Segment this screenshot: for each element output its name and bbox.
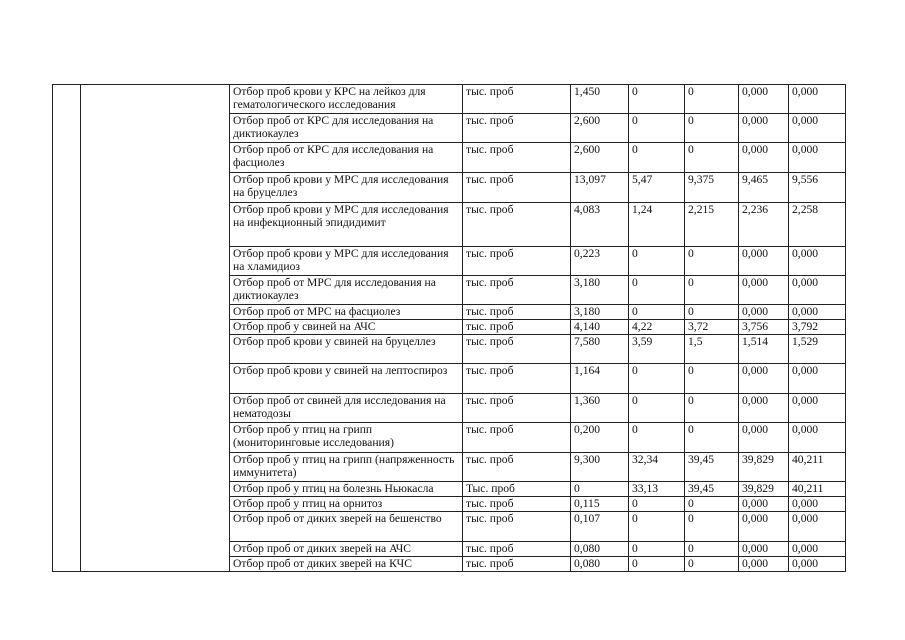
value-cell-4: 0,000 [739, 143, 789, 173]
value-cell-3: 39,45 [685, 453, 739, 482]
value-cell-5: 40,211 [789, 482, 846, 497]
value-cell-5: 0,000 [789, 305, 846, 320]
value-cell-4: 0,000 [739, 557, 789, 572]
value-cell-3: 2,215 [685, 203, 739, 247]
plan-value-cell: 0,200 [571, 423, 629, 453]
value-cell-3: 1,5 [685, 335, 739, 364]
value-cell-5: 9,556 [789, 173, 846, 203]
value-cell-3: 0 [685, 276, 739, 305]
unit-cell: тыс. проб [463, 512, 571, 542]
plan-value-cell: 4,140 [571, 320, 629, 335]
value-cell-2: 4,22 [629, 320, 685, 335]
name-cell: Отбор проб крови у КРС на лейкоз для гематологического исследования [230, 85, 463, 114]
name-cell: Отбор проб у птиц на грипп (мониторинговые исследования) [230, 423, 463, 453]
name-cell: Отбор проб у птиц на орнитоз [230, 497, 463, 512]
plan-value-cell: 0,080 [571, 557, 629, 572]
unit-cell: тыс. проб [463, 423, 571, 453]
value-cell-2: 0 [629, 85, 685, 114]
value-cell-2: 0 [629, 497, 685, 512]
value-cell-4: 39,829 [739, 482, 789, 497]
unit-cell: тыс. проб [463, 542, 571, 557]
name-cell: Отбор проб от диких зверей на КЧС [230, 557, 463, 572]
unit-cell: тыс. проб [463, 173, 571, 203]
unit-cell: Тыс. проб [463, 482, 571, 497]
value-cell-5: 0,000 [789, 276, 846, 305]
value-cell-3: 0 [685, 305, 739, 320]
value-cell-2: 0 [629, 143, 685, 173]
unit-cell: тыс. проб [463, 364, 571, 394]
value-cell-5: 0,000 [789, 394, 846, 423]
value-cell-4: 0,000 [739, 305, 789, 320]
name-cell: Отбор проб крови у МРС для исследования на инфекционный эпидидимит [230, 203, 463, 247]
value-cell-3: 0 [685, 247, 739, 276]
value-cell-3: 0 [685, 85, 739, 114]
name-cell: Отбор проб от МРС для исследования на диктиокаулез [230, 276, 463, 305]
value-cell-4: 0,000 [739, 85, 789, 114]
value-cell-2: 0 [629, 305, 685, 320]
value-cell-5: 0,000 [789, 497, 846, 512]
name-cell: Отбор проб от МРС на фасциолез [230, 305, 463, 320]
value-cell-4: 1,514 [739, 335, 789, 364]
plan-value-cell: 0,223 [571, 247, 629, 276]
plan-value-cell: 2,600 [571, 114, 629, 143]
value-cell-2: 33,13 [629, 482, 685, 497]
value-cell-5: 0,000 [789, 85, 846, 114]
value-cell-4: 2,236 [739, 203, 789, 247]
value-cell-3: 0 [685, 557, 739, 572]
plan-value-cell: 3,180 [571, 276, 629, 305]
value-cell-5: 0,000 [789, 423, 846, 453]
value-cell-3: 0 [685, 364, 739, 394]
unit-cell: тыс. проб [463, 143, 571, 173]
value-cell-2: 0 [629, 276, 685, 305]
value-cell-4: 9,465 [739, 173, 789, 203]
plan-value-cell: 0,080 [571, 542, 629, 557]
value-cell-4: 0,000 [739, 542, 789, 557]
plan-value-cell: 1,164 [571, 364, 629, 394]
unit-cell: тыс. проб [463, 497, 571, 512]
value-cell-3: 0 [685, 114, 739, 143]
value-cell-3: 0 [685, 512, 739, 542]
value-cell-2: 3,59 [629, 335, 685, 364]
value-cell-2: 32,34 [629, 453, 685, 482]
plan-value-cell: 2,600 [571, 143, 629, 173]
value-cell-5: 3,792 [789, 320, 846, 335]
value-cell-2: 1,24 [629, 203, 685, 247]
value-cell-3: 0 [685, 423, 739, 453]
value-cell-5: 0,000 [789, 542, 846, 557]
plan-value-cell: 9,300 [571, 453, 629, 482]
data-table [52, 84, 846, 572]
plan-value-cell: 4,083 [571, 203, 629, 247]
value-cell-2: 0 [629, 394, 685, 423]
plan-value-cell: 0,115 [571, 497, 629, 512]
value-cell-5: 0,000 [789, 143, 846, 173]
value-cell-4: 0,000 [739, 114, 789, 143]
unit-cell: тыс. проб [463, 85, 571, 114]
value-cell-2: 0 [629, 114, 685, 143]
category-column-cell [81, 85, 230, 572]
value-cell-4: 0,000 [739, 512, 789, 542]
value-cell-3: 0 [685, 394, 739, 423]
value-cell-5: 0,000 [789, 557, 846, 572]
value-cell-2: 0 [629, 542, 685, 557]
name-cell: Отбор проб от свиней для исследования на нематодозы [230, 394, 463, 423]
value-cell-2: 0 [629, 364, 685, 394]
unit-cell: тыс. проб [463, 453, 571, 482]
unit-cell: тыс. проб [463, 335, 571, 364]
name-cell: Отбор проб крови у свиней на лептоспироз [230, 364, 463, 394]
unit-cell: тыс. проб [463, 557, 571, 572]
value-cell-2: 0 [629, 557, 685, 572]
unit-cell: тыс. проб [463, 305, 571, 320]
value-cell-3: 0 [685, 143, 739, 173]
value-cell-4: 39,829 [739, 453, 789, 482]
value-cell-5: 0,000 [789, 512, 846, 542]
plan-value-cell: 7,580 [571, 335, 629, 364]
unit-cell: тыс. проб [463, 203, 571, 247]
name-cell: Отбор проб крови у МРС для исследования на бруцеллез [230, 173, 463, 203]
value-cell-5: 1,529 [789, 335, 846, 364]
value-cell-5: 0,000 [789, 114, 846, 143]
unit-cell: тыс. проб [463, 394, 571, 423]
plan-value-cell: 0,107 [571, 512, 629, 542]
name-cell: Отбор проб от диких зверей на АЧС [230, 542, 463, 557]
unit-cell: тыс. проб [463, 247, 571, 276]
name-cell: Отбор проб у птиц на болезнь Ньюкасла [230, 482, 463, 497]
value-cell-3: 0 [685, 542, 739, 557]
value-cell-3: 0 [685, 497, 739, 512]
index-column-cell [53, 85, 81, 572]
plan-value-cell: 13,097 [571, 173, 629, 203]
unit-cell: тыс. проб [463, 276, 571, 305]
value-cell-5: 0,000 [789, 247, 846, 276]
name-cell: Отбор проб крови у МРС для исследования на хламидиоз [230, 247, 463, 276]
plan-value-cell: 1,450 [571, 85, 629, 114]
value-cell-4: 0,000 [739, 394, 789, 423]
name-cell: Отбор проб крови у свиней на бруцеллез [230, 335, 463, 364]
value-cell-4: 0,000 [739, 276, 789, 305]
value-cell-4: 0,000 [739, 423, 789, 453]
value-cell-5: 2,258 [789, 203, 846, 247]
name-cell: Отбор проб от КРС для исследования на диктиокаулез [230, 114, 463, 143]
value-cell-2: 0 [629, 512, 685, 542]
value-cell-4: 0,000 [739, 497, 789, 512]
value-cell-3: 9,375 [685, 173, 739, 203]
value-cell-4: 0,000 [739, 247, 789, 276]
value-cell-2: 0 [629, 423, 685, 453]
name-cell: Отбор проб у птиц на грипп (напряженность иммунитета) [230, 453, 463, 482]
value-cell-4: 0,000 [739, 364, 789, 394]
value-cell-2: 5,47 [629, 173, 685, 203]
value-cell-5: 40,211 [789, 453, 846, 482]
value-cell-5: 0,000 [789, 364, 846, 394]
plan-value-cell: 1,360 [571, 394, 629, 423]
unit-cell: тыс. проб [463, 320, 571, 335]
table-row [53, 85, 846, 114]
value-cell-4: 3,756 [739, 320, 789, 335]
plan-value-cell: 3,180 [571, 305, 629, 320]
name-cell: Отбор проб от диких зверей на бешенство [230, 512, 463, 542]
plan-value-cell: 0 [571, 482, 629, 497]
unit-cell: тыс. проб [463, 114, 571, 143]
name-cell: Отбор проб от КРС для исследования на фасциолез [230, 143, 463, 173]
value-cell-3: 3,72 [685, 320, 739, 335]
value-cell-3: 39,45 [685, 482, 739, 497]
table-body [53, 85, 846, 572]
name-cell: Отбор проб у свиней на АЧС [230, 320, 463, 335]
value-cell-2: 0 [629, 247, 685, 276]
